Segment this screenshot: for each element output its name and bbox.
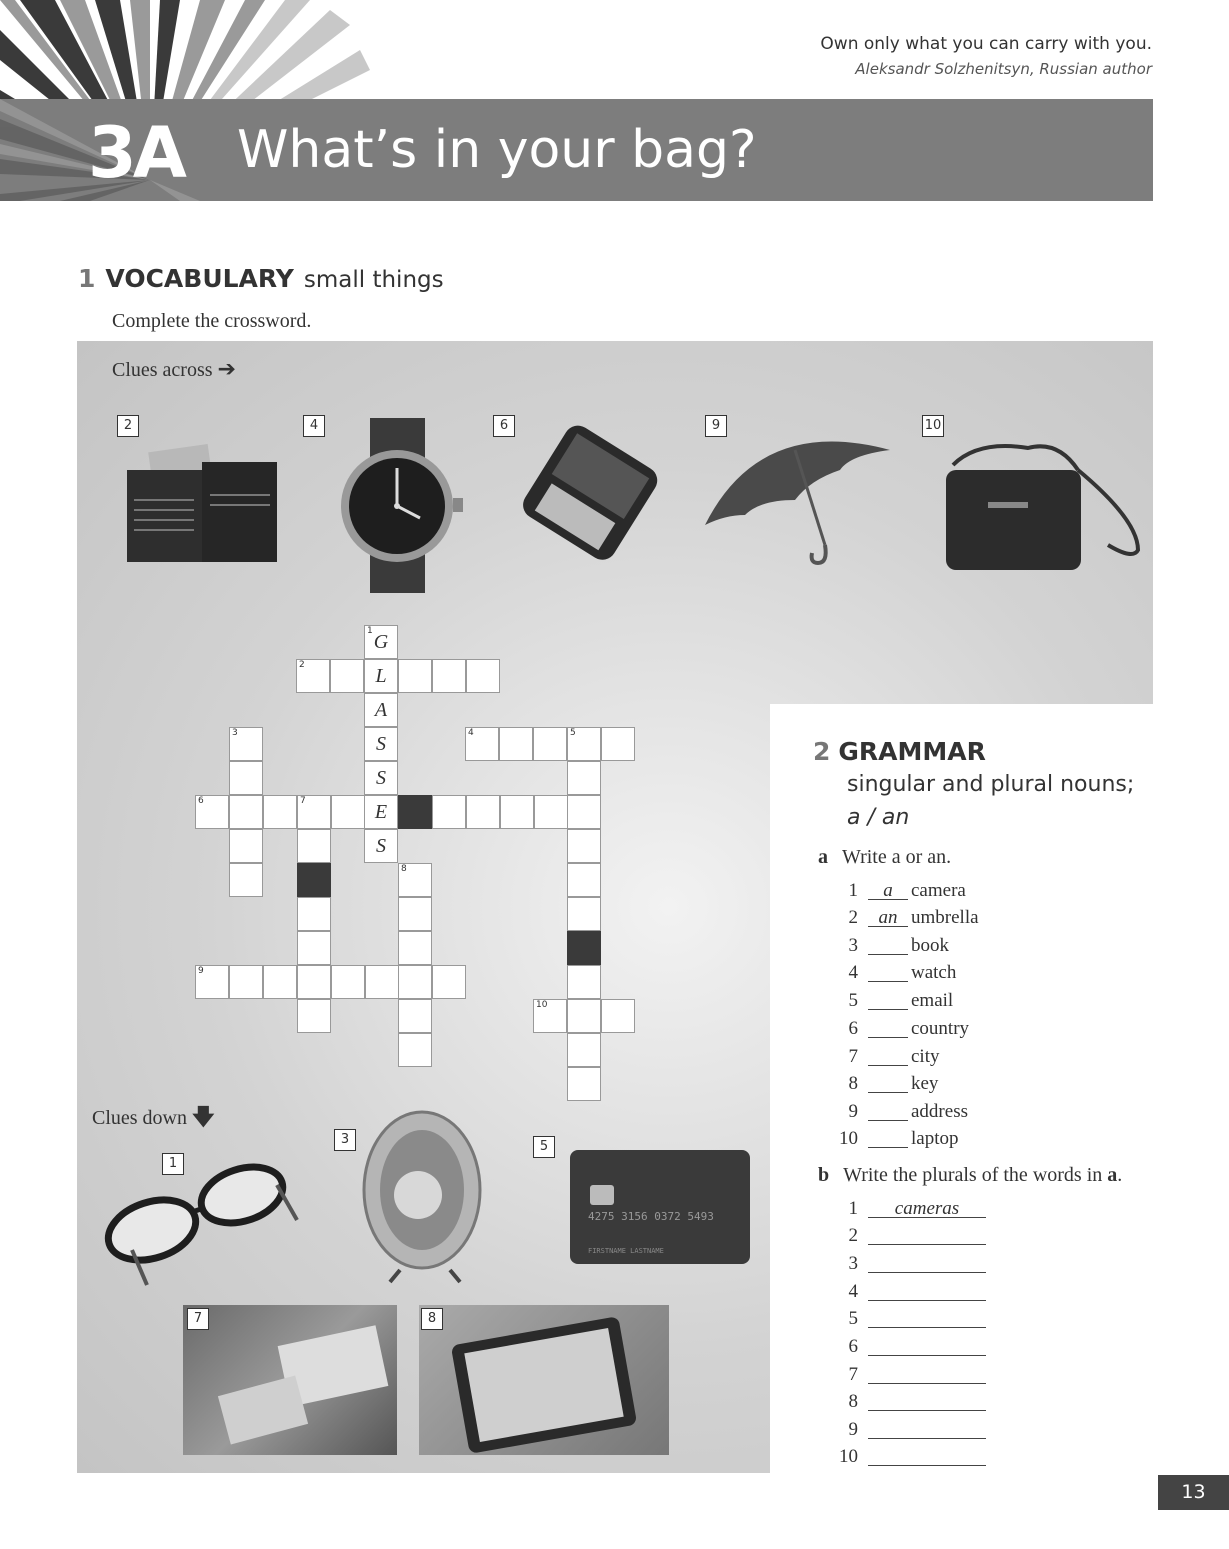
clues-across-label [112, 357, 236, 382]
item-word: camera [911, 880, 966, 901]
crossword-cell[interactable] [297, 999, 331, 1033]
crossword-cell[interactable] [331, 965, 365, 999]
tablet-screen [464, 1328, 623, 1442]
answer-blank[interactable] [868, 935, 908, 955]
section-keyword: VOCABULARY [105, 264, 294, 293]
crossword-cell[interactable] [297, 829, 331, 863]
section-1-instruction: Complete the crossword. [112, 310, 312, 332]
section-2-topic-line2: a / an [847, 805, 910, 830]
crossword-cell[interactable] [195, 965, 229, 999]
crossword-cell[interactable] [567, 761, 601, 795]
item-word: city [911, 1046, 940, 1067]
answer-blank[interactable] [868, 1225, 986, 1245]
item-number: 4 [848, 1281, 858, 1302]
crossword-cell[interactable] [297, 931, 331, 965]
item-number: 2 [848, 1225, 858, 1246]
crossword-block [567, 931, 601, 965]
handbag-icon [938, 440, 1148, 580]
cell-letter: S [376, 733, 386, 755]
crossword-cell[interactable] [567, 965, 601, 999]
cell-number: 3 [232, 728, 238, 738]
crossword-cell[interactable] [229, 795, 263, 829]
exercise-label: b [818, 1164, 830, 1186]
crossword-cell[interactable] [263, 795, 297, 829]
item-number: 8 [848, 1391, 858, 1412]
crossword-cell[interactable] [195, 795, 229, 829]
answer-blank[interactable] [868, 962, 908, 982]
clue-number-box: 3 [334, 1129, 356, 1151]
crossword-cell[interactable] [432, 965, 466, 999]
exercise-text-end: . [1117, 1164, 1123, 1186]
exercise-a-instruction [818, 846, 951, 869]
crossword-cell[interactable] [364, 761, 398, 795]
clue-number-box: 5 [533, 1136, 555, 1158]
crossword-cell[interactable] [229, 761, 263, 795]
crossword-cell[interactable] [567, 1067, 601, 1101]
crossword-cell[interactable] [533, 999, 567, 1033]
tablet-photo [419, 1305, 669, 1455]
answer-blank[interactable] [868, 1046, 908, 1066]
crossword-cell[interactable] [398, 965, 432, 999]
cell-number: 9 [198, 966, 204, 976]
cell-number: 4 [468, 728, 474, 738]
clue-number-box: 8 [421, 1308, 443, 1330]
crossword-cell[interactable] [534, 795, 568, 829]
arrow-right-icon: ➔ [217, 357, 236, 382]
answer-blank[interactable] [868, 1364, 986, 1384]
crossword-cell[interactable] [297, 795, 331, 829]
section-topic: small things [303, 267, 444, 293]
item-number: 5 [848, 990, 858, 1011]
answer-blank[interactable] [868, 1101, 908, 1121]
exercise-text: Write the plurals of the words in [843, 1164, 1108, 1186]
section-keyword: GRAMMAR [838, 737, 986, 766]
crossword-cell[interactable] [567, 863, 601, 897]
arrow-down-icon: 🡇 [192, 1105, 215, 1130]
crossword-cell[interactable] [533, 727, 567, 761]
item-number: 4 [848, 962, 858, 983]
section-2-topic-line1: singular and plural nouns; [847, 772, 1135, 797]
clue-number-box: 7 [187, 1308, 209, 1330]
crossword-cell[interactable] [297, 965, 331, 999]
cell-number: 5 [570, 728, 576, 738]
epigraph-quote [820, 34, 1152, 78]
item-number: 10 [839, 1128, 858, 1149]
exercise-b-instruction [818, 1164, 1122, 1187]
photo-frame-icon [360, 1110, 490, 1285]
section-1-heading [78, 264, 444, 293]
item-number: 6 [848, 1336, 858, 1357]
answer-blank[interactable] [868, 1281, 986, 1301]
crossword-cell[interactable] [364, 693, 398, 727]
answer-blank[interactable] [868, 1391, 986, 1411]
item-word: umbrella [911, 907, 979, 928]
crossword-cell[interactable] [500, 795, 534, 829]
crossword-cell[interactable] [364, 829, 398, 863]
clue-number-box: 9 [705, 415, 727, 437]
item-word: email [911, 990, 954, 1011]
crossword-cell[interactable] [229, 829, 263, 863]
crossword-cell[interactable] [364, 795, 398, 829]
cell-letter: S [376, 835, 386, 857]
crossword-cell[interactable] [364, 659, 398, 693]
crossword-cell[interactable] [296, 659, 330, 693]
section-number: 1 [78, 264, 96, 293]
unit-title: What’s in your bag? [237, 120, 757, 180]
crossword-cell[interactable] [398, 1033, 432, 1067]
cell-letter: S [376, 767, 386, 789]
clues-across-text: Clues across [112, 359, 213, 381]
crossword-cell[interactable] [567, 727, 601, 761]
id-card-icon [218, 1375, 308, 1444]
crossword-block [297, 863, 331, 897]
wallet-icon [122, 440, 282, 565]
answer-blank[interactable] [868, 1253, 986, 1273]
crossword-cell[interactable] [567, 999, 601, 1033]
crossword-cell[interactable] [229, 727, 263, 761]
crossword-cell[interactable] [567, 829, 601, 863]
crossword-cell[interactable] [567, 795, 601, 829]
crossword-cell[interactable] [263, 965, 297, 999]
crossword-cell[interactable] [466, 659, 500, 693]
id-card-photo [183, 1305, 397, 1455]
cell-number: 7 [300, 796, 306, 806]
tablet-icon [451, 1316, 638, 1454]
item-word: watch [911, 962, 957, 983]
item-number: 1 [848, 880, 858, 901]
item-number: 8 [848, 1073, 858, 1094]
quote-text: Own only what you can carry with you. [820, 34, 1152, 54]
answer-blank[interactable] [868, 1128, 908, 1148]
item-word: laptop [911, 1128, 959, 1149]
crossword-cell[interactable] [601, 999, 635, 1033]
item-number: 7 [848, 1046, 858, 1067]
item-number: 10 [839, 1446, 858, 1467]
crossword-cell[interactable] [364, 727, 398, 761]
crossword-cell[interactable] [365, 965, 399, 999]
item-number: 1 [848, 1198, 858, 1219]
answer-blank[interactable] [868, 1073, 908, 1093]
quote-author: Aleksandr Solzhenitsyn, Russian author [855, 60, 1152, 78]
clue-number-box: 4 [303, 415, 325, 437]
clues-down-text: Clues down [92, 1107, 187, 1129]
crossword-cell[interactable] [466, 795, 500, 829]
crossword-cell[interactable] [330, 659, 364, 693]
item-number: 7 [848, 1364, 858, 1385]
answer-blank[interactable]: an [868, 907, 908, 927]
answer-blank[interactable] [868, 1018, 908, 1038]
item-number: 3 [848, 1253, 858, 1274]
item-word: country [911, 1018, 970, 1039]
cell-number: 6 [198, 796, 204, 806]
crossword-cell[interactable] [398, 999, 432, 1033]
answer-blank[interactable]: a [868, 880, 908, 900]
answer-blank[interactable] [868, 1336, 986, 1356]
cell-letter: A [374, 699, 388, 721]
crossword-cell[interactable] [398, 659, 432, 693]
crossword-block [398, 795, 432, 829]
crossword-cell[interactable] [432, 659, 466, 693]
crossword-cell[interactable] [567, 897, 601, 931]
crossword-cell[interactable] [364, 625, 398, 659]
crossword-cell[interactable] [499, 727, 533, 761]
watch-icon [335, 418, 465, 593]
item-number: 9 [848, 1101, 858, 1122]
exercise-label: a [818, 846, 828, 868]
crossword-cell[interactable] [331, 795, 365, 829]
card-chip-icon [590, 1185, 614, 1205]
cell-number: 8 [401, 864, 407, 874]
answer-blank[interactable] [868, 1308, 986, 1328]
page-number: 13 [1158, 1475, 1229, 1510]
answer-blank[interactable] [868, 990, 908, 1010]
item-number: 6 [848, 1018, 858, 1039]
unit-code: 3A [88, 112, 183, 194]
cell-number: 10 [536, 1000, 548, 1010]
item-number: 5 [848, 1308, 858, 1329]
mobile-phone-icon [508, 425, 673, 560]
clues-down-label [92, 1100, 215, 1138]
item-word: book [911, 935, 949, 956]
credit-card-icon [570, 1150, 750, 1264]
item-number: 9 [848, 1419, 858, 1440]
crossword-cell[interactable] [465, 727, 499, 761]
crossword-cell[interactable] [297, 897, 331, 931]
crossword-cell[interactable] [567, 1033, 601, 1067]
crossword-cell[interactable] [601, 727, 635, 761]
cell-letter: G [373, 631, 389, 653]
item-word: address [911, 1101, 968, 1122]
answer-blank[interactable] [868, 1446, 986, 1466]
crossword-cell[interactable] [398, 931, 432, 965]
crossword-cell[interactable] [398, 863, 432, 897]
item-word: key [911, 1073, 939, 1094]
crossword-cell[interactable] [432, 795, 466, 829]
cell-number: 1 [367, 626, 373, 636]
clue-number-box: 2 [117, 415, 139, 437]
exercise-text: Write a or an. [842, 846, 952, 868]
crossword-cell[interactable] [229, 863, 263, 897]
cell-number: 2 [299, 660, 305, 670]
card-name: FIRSTNAME LASTNAME [588, 1247, 664, 1255]
section-number: 2 [813, 737, 831, 766]
umbrella-icon [700, 405, 900, 570]
answer-blank[interactable]: cameras [868, 1198, 986, 1218]
crossword-cell[interactable] [398, 897, 432, 931]
exercise-ref: a [1107, 1164, 1118, 1186]
glasses-icon [92, 1150, 302, 1290]
answer-blank[interactable] [868, 1419, 986, 1439]
crossword-cell[interactable] [229, 965, 263, 999]
item-number: 2 [848, 907, 858, 928]
item-number: 3 [848, 935, 858, 956]
section-2-heading [813, 737, 986, 766]
cell-letter: E [374, 801, 388, 823]
card-number: 4275 3156 0372 5493 [588, 1210, 714, 1223]
clue-number-box: 10 [922, 415, 944, 437]
clue-number-box: 6 [493, 415, 515, 437]
cell-letter: L [375, 665, 387, 687]
clue-number-box: 1 [162, 1153, 184, 1175]
